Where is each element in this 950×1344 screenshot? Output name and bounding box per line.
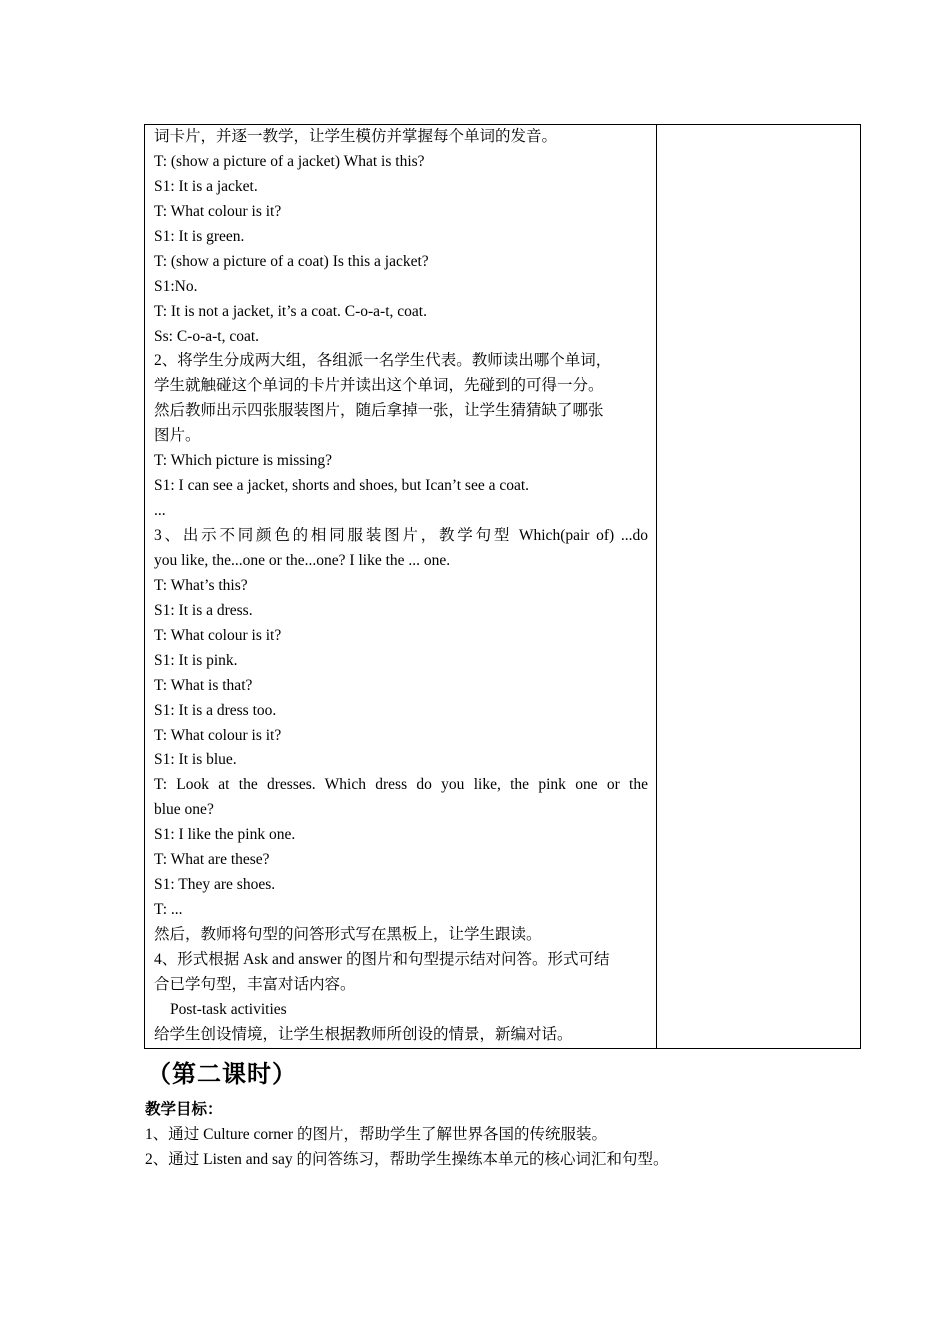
objective-item: 1、通过 Culture corner 的图片，帮助学生了解世界各国的传统服装。 [145, 1126, 607, 1143]
text-line: S1: They are shoes. [154, 876, 276, 894]
text-line: T: It is not a jacket, it’s a coat. C-o-a-t, coat. [154, 302, 427, 320]
text-line: T: (show a picture of a coat) Is this a jacket? [154, 252, 429, 270]
text-line: T: What colour is it? [154, 626, 282, 644]
objectives-heading: 教学目标： [145, 1101, 223, 1118]
table-row [145, 125, 861, 1049]
text-line: 学生就触碰这个单词的卡片并读出这个单词，先碰到的可得一分。 [154, 377, 604, 395]
text-line: S1: I like the pink one. [154, 826, 296, 844]
text-line: S1: I can see a jacket, shorts and shoes, but Ican’t see a coat. [154, 477, 530, 495]
text-line: T: (show a picture of a jacket) What is this? [154, 152, 425, 170]
text-line: 合已学句型，丰富对话内容。 [154, 975, 356, 993]
text-line: T: What are these? [154, 851, 270, 869]
text-line: S1: It is a dress. [154, 601, 253, 619]
text-line: S1: It is green. [154, 227, 245, 245]
text-line: T: What colour is it? [154, 202, 282, 220]
text-line: Ss: C-o-a-t, coat. [154, 327, 260, 345]
text-line: S1:No. [154, 277, 198, 295]
objective-item: 2、通过 Listen and say 的问答练习，帮助学生操练本单元的核心词汇和句型。 [145, 1151, 669, 1168]
text-line: ... [154, 502, 166, 520]
text-line: T: Look at the dresses. Which dress do you like, the pink one or the [154, 776, 648, 794]
text-line: 图片。 [154, 427, 201, 445]
text-line: 2、将学生分成两大组，各组派一名学生代表。教师读出哪个单词， [154, 352, 612, 370]
text-line: 3、出示不同颜色的相同服装图片，教学句型 Which(pair of) ...do [154, 527, 648, 544]
text-line: T: Which picture is missing? [154, 452, 333, 470]
text-line: T: ... [154, 901, 183, 919]
text-line: S1: It is pink. [154, 651, 238, 669]
post-task-heading: Post-task activities [170, 1000, 287, 1018]
lesson-table [144, 124, 861, 1049]
text-line: 然后，教师将句型的问答形式写在黑板上，让学生跟读。 [154, 926, 542, 943]
objectives-block [145, 1097, 845, 1172]
text-line: you like, the...one or the...one? I like the ... one. [154, 551, 451, 569]
text-line: 然后教师出示四张服装图片，随后拿掉一张，让学生猜猜缺了哪张 [154, 402, 604, 420]
text-line: 词卡片，并逐一教学，让学生模仿并掌握每个单词的发音。 [154, 128, 558, 145]
text-line: 给学生创设情境，让学生根据教师所创设的情景，新编对话。 [154, 1025, 573, 1043]
section-title: （第二课时） [147, 1060, 297, 1088]
text-line: T: What’s this? [154, 576, 248, 594]
notes-cell [657, 125, 861, 1049]
text-line: S1: It is blue. [154, 751, 237, 769]
text-line: 4、形式根据 Ask and answer 的图片和句型提示结对问答。形式可结 [154, 950, 610, 968]
text-line: S1: It is a dress too. [154, 701, 277, 719]
procedure-cell [145, 125, 657, 1049]
text-line: T: What is that? [154, 676, 253, 694]
text-line: blue one? [154, 801, 214, 819]
text-line: S1: It is a jacket. [154, 177, 258, 195]
text-line: T: What colour is it? [154, 726, 282, 744]
